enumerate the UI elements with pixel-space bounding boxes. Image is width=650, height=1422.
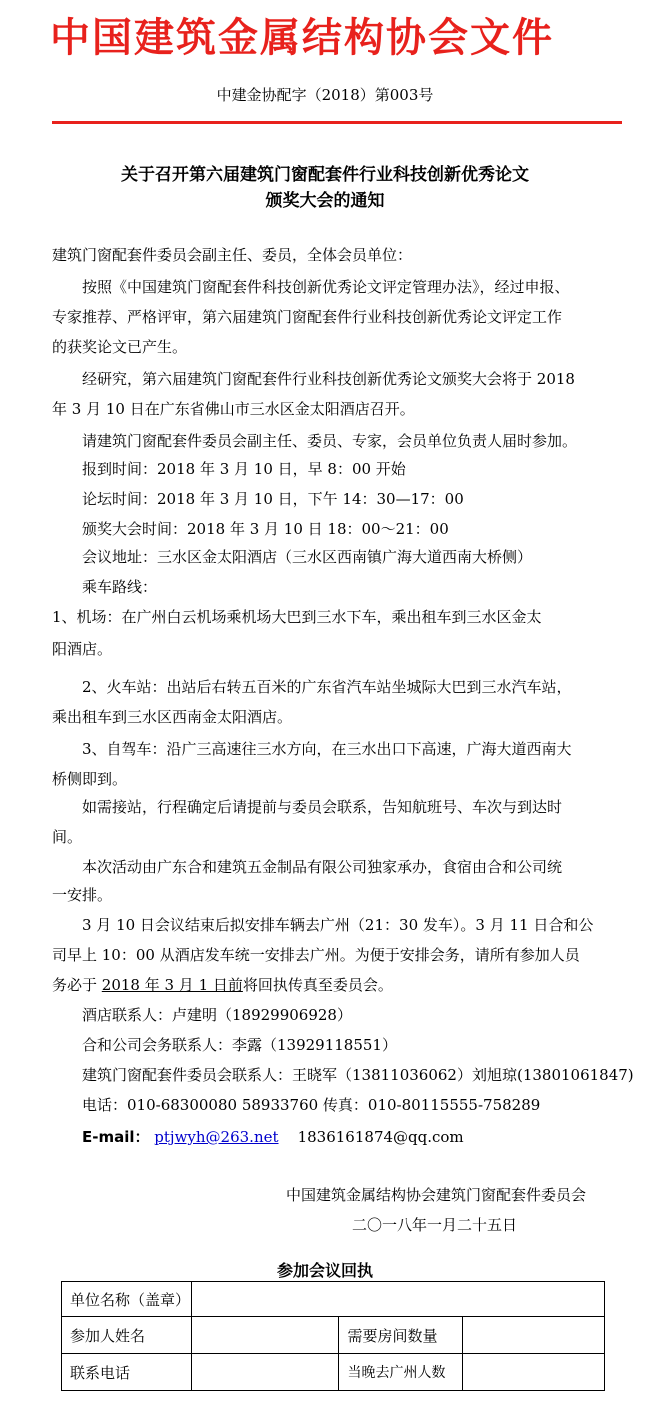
forum-time: 论坛时间：2018 年 3 月 10 日，下午 14：30—17：00: [82, 490, 464, 508]
room-count-field[interactable]: [463, 1317, 605, 1354]
notice-title-line1: 关于召开第六届建筑门窗配套件行业科技创新优秀论文: [121, 165, 529, 185]
room-count-label: 需要房间数量: [339, 1317, 463, 1354]
table-row: [62, 1317, 605, 1354]
checkin-time: 报到时间：2018 年 3 月 10 日，早 8：00 开始: [82, 460, 406, 478]
guangzhou-count-field[interactable]: [463, 1354, 605, 1391]
rsvp-form-table: [61, 1281, 605, 1391]
committee-contact: 建筑门窗配套件委员会联系人：王晓军（13811036062）刘旭琼(13801061847): [82, 1066, 634, 1084]
route-train-line2: 乘出租车到三水区西南金太阳酒店。: [52, 708, 293, 726]
sponsor-line1: 本次活动由广东合和建筑五金制品有限公司独家承办，食宿由合和公司统: [82, 858, 563, 876]
route-heading: 乘车路线：: [82, 578, 158, 596]
route-airport-line1: 1、机场：在广州白云机场乘机场大巴到三水下车，乘出租车到三水区金太: [52, 608, 542, 626]
guangzhou-count-label: 当晚去广州人数: [339, 1354, 463, 1391]
schedule-line3-pre: 务必于: [52, 976, 102, 994]
document-number: 中建金协配字（2018）第003号: [216, 86, 434, 104]
phone-fax: 电话：010-68300080 58933760 传真：010-80115555-758289: [82, 1096, 541, 1114]
schedule-line3-post: 将回执传真至委员会。: [242, 976, 393, 994]
email-link-263[interactable]: ptjwyh@263.net: [154, 1128, 279, 1146]
para1-line2: 专家推荐、严格评审，第六届建筑门窗配套件行业科技创新优秀论文评定工作: [52, 308, 563, 326]
red-divider: [52, 121, 622, 124]
notice-title-line2: 颁奖大会的通知: [265, 191, 385, 211]
reply-deadline: 2018 年 3 月 1 日前: [101, 976, 243, 994]
sponsor-line2: 一安排。: [52, 886, 113, 904]
attendance-request: 请建筑门窗配套件委员会副主任、委员、专家，会员单位负责人届时参加。: [82, 432, 578, 450]
hehe-contact: 合和公司会务联系人：李露（13929118551）: [82, 1036, 397, 1054]
para1-line3: 的获奖论文已产生。: [52, 338, 188, 356]
unit-name-label: 单位名称（盖章）: [62, 1282, 192, 1317]
attendee-name-label: 参加人姓名: [62, 1317, 192, 1354]
schedule-line1: 3 月 10 日会议结束后拟安排车辆去广州（21：30 发车）。3 月 11 日合和公: [82, 916, 594, 934]
schedule-line3: [52, 974, 393, 995]
signature-org: 中国建筑金属结构协会建筑门窗配套件委员会: [286, 1186, 587, 1204]
pickup-line1: 如需接站，行程确定后请提前与委员会联系，告知航班号、车次与到达时: [82, 798, 563, 816]
table-row: [62, 1282, 605, 1317]
route-train-line1: 2、火车站：出站后右转五百米的广东省汽车站坐城际大巴到三水汽车站，: [82, 678, 572, 696]
contact-phone-field[interactable]: [191, 1354, 339, 1391]
route-car-line1: 3、自驾车：沿广三高速往三水方向，在三水出口下高速，广海大道西南大: [82, 740, 572, 758]
salutation: 建筑门窗配套件委员会副主任、委员，全体会员单位：: [52, 246, 413, 264]
contact-phone-label: 联系电话: [62, 1354, 192, 1391]
attendee-name-field[interactable]: [191, 1317, 339, 1354]
hotel-contact: 酒店联系人：卢建明（18929906928）: [82, 1006, 352, 1024]
award-time: 颁奖大会时间：2018 年 3 月 10 日 18：00～21：00: [82, 520, 449, 538]
para2-line1: 经研究，第六届建筑门窗配套件行业科技创新优秀论文颁奖大会将于 2018: [82, 370, 575, 388]
email-label: E-mail：: [82, 1128, 150, 1146]
email-qq: 1836161874@qq.com: [297, 1128, 464, 1146]
rsvp-form-title: 参加会议回执: [276, 1261, 373, 1280]
org-title: 中国建筑金属结构协会文件: [50, 15, 554, 61]
signature-date: 二〇一八年一月二十五日: [352, 1216, 518, 1234]
pickup-line2: 间。: [52, 828, 83, 846]
para1-line1: 按照《中国建筑门窗配套件科技创新优秀论文评定管理办法》，经过申报、: [82, 278, 570, 296]
route-airport-line2: 阳酒店。: [52, 640, 113, 658]
para2-line2: 年 3 月 10 日在广东省佛山市三水区金太阳酒店召开。: [52, 400, 415, 418]
table-row: [62, 1354, 605, 1391]
route-car-line2: 桥侧即到。: [52, 770, 128, 788]
email-line: [82, 1126, 464, 1147]
schedule-line2: 司早上 10：00 从酒店发车统一安排去广州。为便于安排会务，请所有参加人员: [52, 946, 580, 964]
unit-name-field[interactable]: [191, 1282, 604, 1317]
venue: 会议地址：三水区金太阳酒店（三水区西南镇广海大道西南大桥侧）: [82, 548, 533, 566]
